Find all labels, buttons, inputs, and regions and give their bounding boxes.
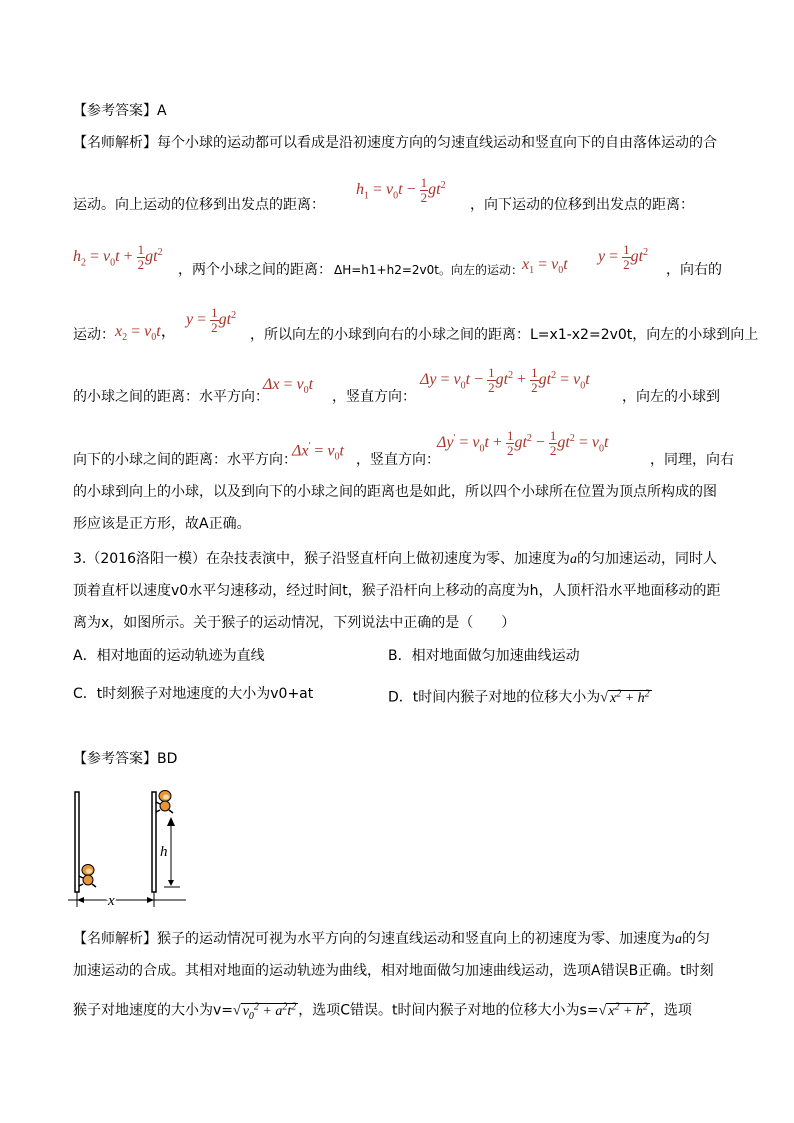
analysis-line-6a [73,451,297,469]
question-3-line-1 [73,550,717,569]
analysis-text: 的小球之间的距离：水平方向： [73,389,269,405]
analysis-tag: 【名师解析】 [73,931,157,947]
option-text: D．t时间内猴子对地的位移大小为 [388,689,601,706]
monkey-icon-bottom [79,865,96,888]
formula-sqrt-xh: √ $x^2 + h^2$ [600,688,650,706]
analysis-line-4b [250,326,758,344]
answer-value: BD [157,751,178,767]
analysis-line-6c [650,451,734,469]
formula-h2: $h_2 = v_0t$ + $\frac{1}{2}$ $gt^2$ [73,242,163,272]
answer-value: A [157,103,167,119]
label-x: x [108,893,115,908]
question-3-line-2 [73,582,721,600]
option-text: C．t时刻猴子对地速度的大小为v0+at [73,686,314,702]
formula-dx-up: $\Delta x = v_0t$ [263,376,314,397]
analysis-3-line-3 [73,998,692,1025]
formula-dy-down: $\Delta y' = v_0t$ + $\frac{1}{2}$ $gt^2$ − $\frac{1}{2}$ $gt^2 = v_0t$ [437,428,609,458]
option-c [73,685,313,703]
analysis-text: ，两个小球之间的距离： [178,262,332,278]
analysis-text: ΔH=h1+h2=2v0t。向左的运动： [334,263,523,277]
formula-x1: $x_1 = v_0t$ [522,256,568,277]
analysis-line-4a [73,326,115,344]
analysis-text: ，向左的小球到 [622,389,720,405]
analysis-line-7 [73,483,717,501]
question-text: 3.（2016洛阳一模）在杂技表演中，猴子沿竖直杆向上做初速度为零、加速度为 [73,551,570,567]
analysis-text: 向下的小球之间的距离：水平方向： [73,452,297,468]
answer-tag: 【参考答案】 [73,103,157,119]
analysis-line-1 [73,134,717,152]
analysis-tag: 【名师解析】 [73,135,157,151]
formula-y-left: y = $\frac{1}{2}$ $gt^2$ [598,242,649,272]
variable-a: a [569,552,577,567]
analysis-line-5c [622,388,720,406]
analysis-line-5b [332,388,416,406]
analysis-line-2b [470,196,694,214]
analysis-text: ，同理，向右 [650,452,734,468]
right-pole [152,792,156,892]
analysis-line-3c [666,261,722,279]
analysis-text: 猴子对地速度的大小为v= [73,1002,234,1019]
analysis-text: ，向下运动的位移到出发点的距离： [470,197,694,213]
formula-y-right: y = $\frac{1}{2}$ $gt^2$ [186,305,237,335]
variable-a: a [675,932,682,947]
monkey-pole-figure [68,786,186,908]
analysis-line-3a [178,261,332,279]
formula-dx-down: $\Delta x' = v_0t$ [292,441,344,463]
formula-x2: $x_2 = v_0t$， [115,323,177,344]
answer-line-3 [73,750,177,768]
analysis-3-line-2 [73,962,714,980]
analysis-text: ，竖直方向： [332,389,416,405]
option-b [388,647,580,665]
formula-h1: $h_1 = v_0t$ − $\frac{1}{2}$ $gt^2$ [356,175,446,205]
question-text: 的匀加速运动，同时人 [576,551,717,567]
monkey-icon-top [156,791,173,814]
option-a [73,647,265,665]
option-text: B．相对地面做匀加速曲线运动 [388,648,580,664]
analysis-line-5a [73,388,269,406]
analysis-text: 猴子的运动情况可视为水平方向的匀速直线运动和竖直向上的初速度为零、加速度为 [157,931,675,947]
analysis-text: 运动： [73,327,115,343]
option-d [388,685,652,708]
analysis-text: ，所以向左的小球到向右的小球之间的距离：L=x1-x2=2v0t，向左的小球到向上 [250,327,759,343]
left-pole [75,792,79,892]
analysis-text: 形应该是正方形，故A正确。 [73,516,251,532]
question-3-line-3 [73,614,515,632]
analysis-line-2a [73,196,325,214]
label-h: h [160,844,168,860]
analysis-text: ，选项 [649,1002,692,1019]
analysis-text: ，向右的 [666,262,722,278]
answer-tag: 【参考答案】 [73,751,157,767]
analysis-text: 的小球到向上的小球，以及到向下的小球之间的距离也是如此，所以四个小球所在位置为顶点所构成的图 [73,484,717,500]
formula-sqrt-velocity: √ $v_0^2 + a^2t^2$ [233,1001,297,1022]
analysis-line-8 [73,515,251,533]
formula-dy-up: $\Delta y = v_0t$ − $\frac{1}{2}$ $gt^2$ + $\frac{1}{2}$ $gt^2 = v_0t$ [420,365,590,395]
question-text: 离为x，如图所示。关于猴子的运动情况，下列说法中正确的是（ ） [73,615,516,631]
analysis-line-6b [356,451,440,469]
formula-sqrt-displacement: √ $x^2 + h^2$ [598,1001,648,1019]
analysis-line-3b [334,261,523,279]
analysis-text: 加速运动的合成。其相对地面的运动轨迹为曲线，相对地面做匀加速曲线运动，选项A错误B正确。t时刻 [73,963,714,979]
analysis-text: 的匀 [682,931,710,947]
analysis-text: ，竖直方向： [356,452,440,468]
analysis-text: ，选项C错误。t时间内猴子对地的位移大小为s= [298,1002,599,1019]
height-arrow-head [167,817,175,826]
option-text: A．相对地面的运动轨迹为直线 [73,648,265,664]
analysis-text: 运动。向上运动的位移到出发点的距离： [73,197,325,213]
answer-line-1 [73,102,167,120]
analysis-text: 每个小球的运动都可以看成是沿初速度方向的匀速直线运动和竖直向下的自由落体运动的合 [157,135,717,151]
question-text: 顶着直杆以速度v0水平匀速移动，经过时间t，猴子沿杆向上移动的高度为h，人顶杆沿水平地面移动的距 [73,583,721,599]
analysis-3-line-1 [73,930,710,949]
